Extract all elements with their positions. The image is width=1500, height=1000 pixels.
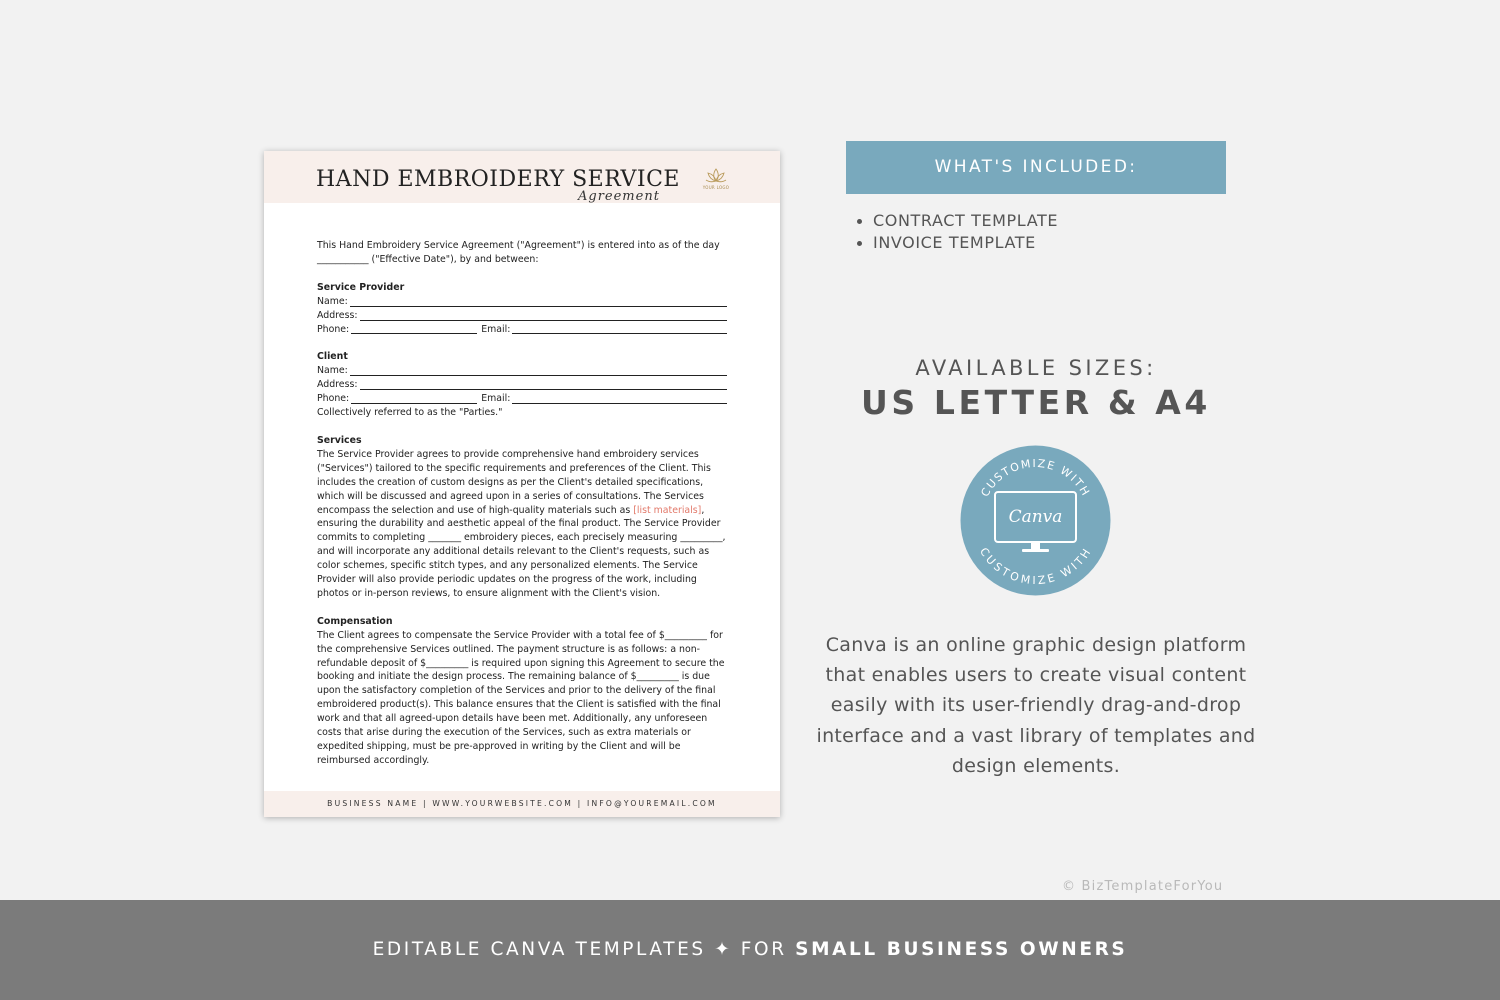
provider-heading: Service Provider — [317, 281, 405, 293]
copyright-text: © BizTemplateForYou — [1062, 879, 1224, 894]
services-text: The Service Provider agrees to provide comprehensive hand embroidery services ("Services") tailored to the specific requirements and preferences of the Client. This includes the creation of custom designs as per the Client's detailed specifications, which will be discussed and agreed upon in a series of consultations. The Services encompass the selection and use of high-quality materials such as — [317, 448, 711, 516]
client-address-line — [317, 378, 727, 392]
field-label: Phone: — [317, 323, 350, 335]
client-name-line — [317, 364, 727, 378]
document-title: HAND EMBROIDERY SERVICE — [316, 167, 680, 192]
document-preview — [264, 151, 780, 817]
parties-text: Collectively referred to as the "Parties." — [317, 407, 503, 419]
intro-line-1: This Hand Embroidery Service Agreement ("Agreement") is entered into as of the day — [317, 240, 720, 251]
field-label: Name: — [317, 365, 348, 377]
field-label: Name: — [317, 295, 348, 307]
included-list — [856, 208, 1058, 252]
banner-text: EDITABLE CANVA TEMPLATES ✦ FOR — [372, 939, 796, 960]
document-header — [264, 151, 780, 203]
banner-text-bold: SMALL BUSINESS OWNERS — [795, 939, 1128, 960]
whats-included-banner: WHAT'S INCLUDED: — [846, 141, 1226, 194]
provider-name-line — [317, 295, 727, 309]
provider-contact-line — [317, 323, 727, 337]
sizes-value: US LETTER & A4 — [860, 383, 1211, 422]
client-heading: Client — [317, 351, 348, 363]
client-contact-line — [317, 392, 727, 406]
document-subtitle: Agreement — [578, 189, 660, 204]
canva-wordmark: Canva — [1008, 507, 1063, 527]
logo — [701, 167, 731, 193]
list-item: INVOICE TEMPLATE — [856, 230, 1058, 252]
field-label: Email: — [481, 393, 511, 405]
document-footer: BUSINESS NAME | WWW.YOURWEBSITE.COM | INFO@YOUREMAIL.COM — [264, 791, 780, 817]
compensation-heading: Compensation — [317, 615, 393, 627]
field-label: Phone: — [317, 393, 350, 405]
materials-placeholder: [list materials] — [633, 504, 702, 516]
customize-with-canva-badge — [960, 445, 1111, 596]
document-body — [317, 239, 727, 768]
intro-line-2: ___________ ("Effective Date"), by and between: — [317, 253, 539, 265]
field-label: Email: — [481, 323, 511, 335]
services-paragraph — [317, 448, 727, 601]
provider-address-line — [317, 309, 727, 323]
list-item: CONTRACT TEMPLATE — [856, 208, 1058, 230]
compensation-paragraph: The Client agrees to compensate the Service Provider with a total fee of $_________ for the comprehensive Services outlined. The payment structure is as follows: a non-refundable deposit of $_________ is required upon signing this Agreement to secure the booking and initiate the design process. The remaining balance of $_________ is due upon the satisfactory completion of the Services and prior to the delivery of the final embroidered product(s). This balance ensures that the Client is satisfied with the final work and that all agreed-upon details have been met. Additionally, any unforeseen costs that arise during the execution of the Services, such as extra materials or expedited shipping, must be pre-approved in writing by the Client and will be reimbursed accordingly. — [317, 629, 725, 766]
badge-ring-text-bottom: CUSTOMIZE WITH — [976, 545, 1095, 588]
services-heading: Services — [317, 434, 362, 446]
logo-text: YOUR LOGO — [702, 185, 730, 190]
lotus-logo-icon — [705, 167, 727, 185]
services-text-cont: , ensuring the durability and aesthetic appeal of the final product. The Service Provider commits to completing _______ embroidery pieces, each precisely measuring _________, and will incorporate any additional details relevant to the Client's requests, such as color schemes, specific stitch types, and any personalized elements. The Service Provider will also provide periodic updates on the progress of the work, including photos or in-person reviews, to ensure alignment with the Client's vision. — [317, 504, 726, 599]
sizes-label: AVAILABLE SIZES: — [915, 356, 1157, 380]
field-label: Address: — [317, 309, 358, 321]
bottom-banner — [0, 900, 1500, 1000]
canva-description: Canva is an online graphic design platform that enables users to create visual content easily with its user-friendly drag-and-drop interface and a vast library of templates and design elements. — [816, 634, 1256, 777]
field-label: Address: — [317, 379, 358, 391]
badge-ring-text-top: CUSTOMIZE WITH — [978, 456, 1093, 500]
